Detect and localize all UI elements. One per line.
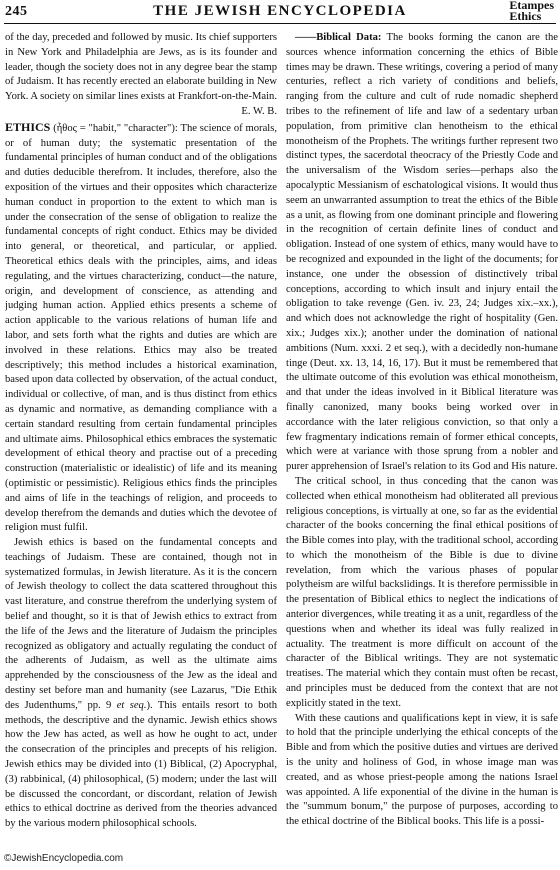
header-rule xyxy=(4,23,556,24)
cautions-paragraph: With these cautions and qualifications kept in view, it is safe to hold that the principle underlying the ethical concepts of the Bible and from which the positive duties and virtues are derived is the unity and holiness of God, in whose image man was created, and as whose priest-people among the nations Israel was appointed. A life exponential of the divine in the human is the "summum bonum," the purpose of purposes, according to the ethical doctrine of the Biblical books. This life is a possi- xyxy=(286,712,558,828)
guide-word-top: Etampes xyxy=(509,0,554,12)
biblical-data-paragraph xyxy=(286,31,558,475)
paragraph-text: ). This entails resort to both methods, the descriptive and the dynamic. Jewish ethics shows how the Jew has acted, as well as how he ought to act, under the consecration of the principles and precepts of his religion. Jewish ethics may be divided into (1) Biblical, (2) Apocryphal, (3) rabbinical, (4) philosophical, (5) modern; under the last will be discussed the concordant, or discordant, relation of Jewish ethics to ethical doctrine as derived from the theories advanced by the various modern philosophical schools. xyxy=(5,699,277,830)
paragraph-text: (ἦθος = "habit," "character"): The science of morals, or of human duty; the systematic presentation of the fundamental principles of human conduct and of the obligations and duties deducible therefrom. It includes, therefore, also the exposition of the virtues and their opposites which characterize human conduct in proportion to the extent to which man is under the consecration of the sense of obligation to realize the fundamental concepts of right conduct. Ethics may be divided into general, or theoretical, and particular, or applied. Theoretical ethics deals with the principles, aims, and ideas regulating, and the virtues characterizing, conduct—the nature, origin, and development of conscience, as attending and judging human action. Applied ethics presents a scheme of action applicable to the various relations of human life and labor, and sets forth what the rights and duties are which are involved in these relations. Ethics may also be treated descriptively; this method includes a historical examination, based upon data collected by observation, of the actual conduct, individual or collective, of man, and is thus distinct from ethics as dynamic and normative, as demanding compliance with a certain standard resulting from certain fundamental principles and ultimate aims. Philosophical ethics embraces the systematic development of ethical theory and practise out of a preceding construction (materialistic or idealistic) of life and its meaning (optimistic or pessimistic). Religious ethics finds the principles and aims of life in the teachings of religion, and proceeds to develop therefrom the demands and duties which the devotee of religion must fulfil. xyxy=(5,122,277,534)
left-column xyxy=(5,31,277,846)
critical-school-paragraph: The critical school, in thus conceding that the canon was collected when ethical monotheism had obliterated all previous religious conceptions, is virtually at one, so far as the evidential character of the books concerning the final ethical positions of the Bible comes into play, with the traditional school, according to which the monotheism of the Bible is due to divine revelation, from which the various phases of popular polytheism are wilful backslidings. It is therefore permissible in the presentation of Biblical ethics to neglect the indications of anterior divergences, while treating it as a unit, regardless of the questions when and whether its ideal was fully realized in actuality. The treatment is more difficult on account of the character of the Biblical writings. They are not systematic treatises. The material which they contain must often be recast, and principles must be deduced from the context that are not explicitly stated in the text. xyxy=(286,475,558,709)
paragraph-text: Jewish ethics is based on the fundamental concepts and teachings of Judaism. These are contained, though not in systematized formulas, in Jewish literature. As it is the concern of Jewish theology to collect the data scattered throughout this vast literature, and construe therefrom the underlying system of belief and thought, so it is that of Jewish ethics to extract from the life of the Jews and the literature of Judaism the principles recognized as obligatory and actually regulating the conduct of the adherents of Judaism, as well as the ultimate aims apprehended by the consciousness of the Jew as the ideal and destiny set before man and humanity (see Lazarus, "Die Ethik des Judenthums," pp. 9 xyxy=(5,537,277,711)
italic-text: et seq. xyxy=(116,699,147,711)
guide-word-bottom: Ethics xyxy=(509,9,542,23)
right-column xyxy=(286,31,558,846)
ethics-definition-paragraph xyxy=(5,120,277,536)
jewish-ethics-paragraph xyxy=(5,536,277,832)
paragraph-text: The books forming the canon are the sources whence information concerning the ethics of Bible times may be drawn. These writings, covering a period of many centuries, reflect a rich variety of conditions and beliefs, ranging from the culture and cult of rude nomadic shepherd tribes to the refinement of life and law of a sedentary urban population, from primitive clan henotheism to the ethical monotheism of the Prophets. The writings further represent two distinct types, the sacerdotal theocracy of the Priestly Code and the universalism of the Wisdom series—perhaps also the apocalyptic Messianism of eschatological visions. It would thus seem an unwarranted assumption to treat the ethics of the Bible as a unit, as flowing from one dominant principle and flowering in the recognition of certain definite lines of conduct and obligation. Instead of one system of ethics, many would have to be recognized and expounded in the light of the documents; for instance, one under the obsession of distinctively tribal conceptions, according to which insult and injury entail the obligation to take revenge (Gen. iv. 23, 24; Judges xix.–xx.), and which does not acknowledge the right of hospitality (Gen. xix.; Judges xix.); another under the domination of national ambitions (Num. xxxi. 2 et seq.), with a decidedly non-humane tinge (Deut. xx. 13, 14, 16, 17). But it must be remembered that the ultimate outcome of this evolution was ethical monotheism, and that under the ideas involved in it Biblical literature was finally canonized, many books being worked over in accordance with the later religious conviction, so that only a few fragmentary indications remain of former ethical concepts, which were at variance with those sprung from a nobler and purer apprehension of Israel's relation to its God and His nature. xyxy=(286,32,558,473)
ethics-headword: ETHICS xyxy=(5,119,51,134)
page-header xyxy=(0,0,560,24)
page-number: 245 xyxy=(5,4,28,19)
ethical-culture-paragraph xyxy=(5,31,277,117)
running-title: THE JEWISH ENCYCLOPEDIA xyxy=(153,3,407,19)
biblical-data-heading: ——Biblical Data: xyxy=(295,32,382,43)
copyright-credit: ©JewishEncyclopedia.com xyxy=(4,853,124,864)
paragraph-text: of the day, preceded and followed by music. Its chief supporters in New York and Philadelphia are Jews, as is its founder and leader, though the society does not in any degree bear the stamp of Judaism. It has recently erected an elaborate building in New York. A society on similar lines exists at Frankfort-on-the-Main. xyxy=(5,32,277,103)
guide-words xyxy=(509,0,554,22)
author-signature: E. W. B. xyxy=(241,105,277,117)
